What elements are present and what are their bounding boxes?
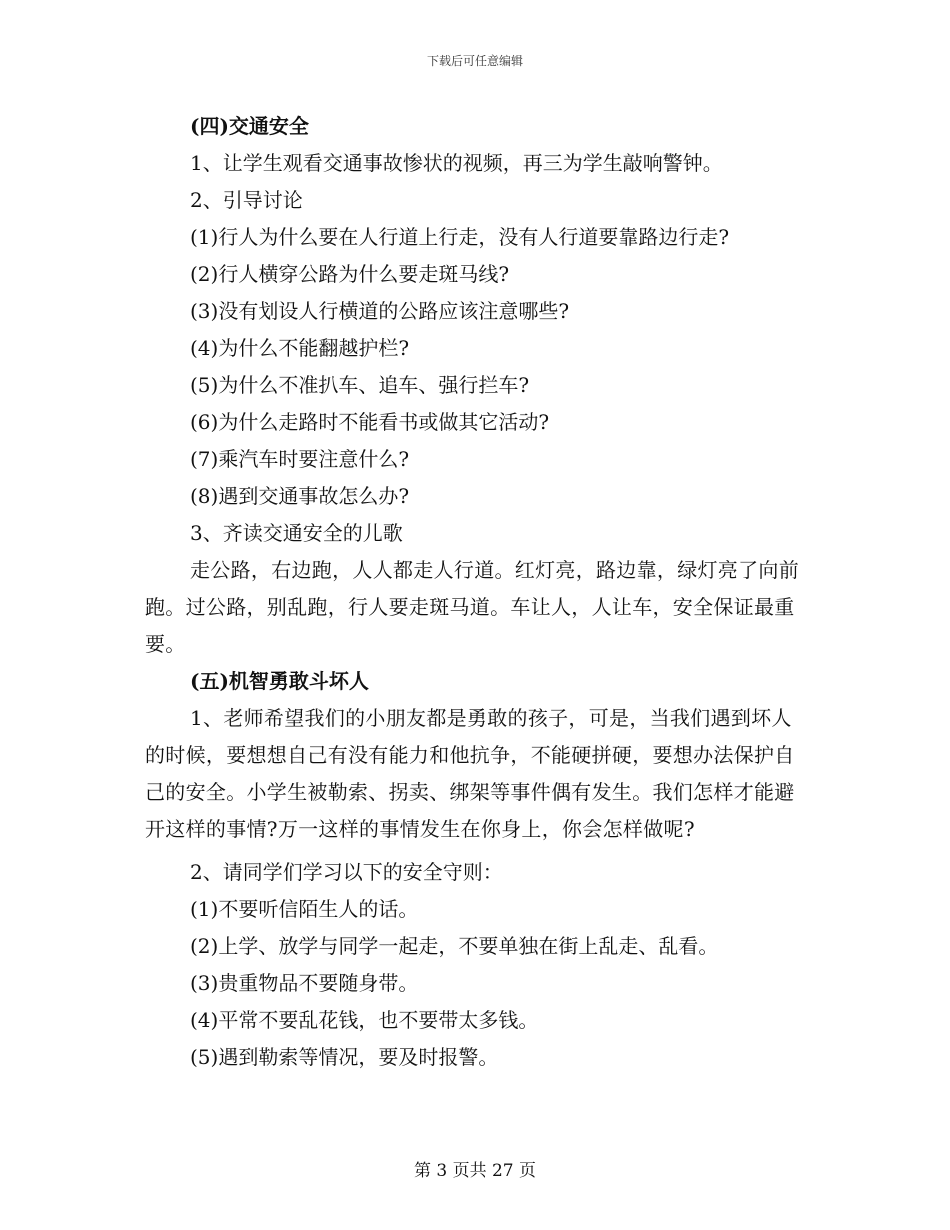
section-heading-traffic-safety: (四)交通安全 — [190, 114, 309, 138]
list-item: (2)行人横穿公路为什么要走斑马线? — [190, 262, 510, 286]
paragraph: 2、请同学们学习以下的安全守则： — [190, 860, 503, 884]
page-number: 第 3 页共 27 页 — [413, 1161, 537, 1181]
document-body — [145, 108, 810, 1076]
list-item: (4)平常不要乱花钱，也不要带太多钱。 — [190, 1008, 539, 1032]
list-item: (1)不要听信陌生人的话。 — [190, 897, 419, 921]
list-item: (3)贵重物品不要随身带。 — [190, 971, 419, 995]
page-header: 下载后可任意编辑 — [426, 54, 523, 68]
list-item: (3)没有划设人行横道的公路应该注意哪些? — [190, 299, 570, 323]
song-paragraph: 走公路，右边跑，人人都走人行道。红灯亮，路边靠，绿灯亮了向前跑。过公路，别乱跑，行人要走斑马道。车让人，人让车，安全保证最重要。 — [145, 558, 799, 656]
list-item: (5)遇到勒索等情况，要及时报警。 — [190, 1045, 499, 1069]
list-item: (2)上学、放学与同学一起走，不要单独在街上乱走、乱看。 — [190, 934, 719, 958]
paragraph: 3、齐读交通安全的儿歌 — [190, 521, 403, 545]
list-item: (4)为什么不能翻越护栏? — [190, 336, 410, 360]
list-item: (7)乘汽车时要注意什么? — [190, 447, 410, 471]
list-item: (8)遇到交通事故怎么办? — [190, 484, 410, 508]
paragraph: 1、老师希望我们的小朋友都是勇敢的孩子，可是，当我们遇到坏人的时候，要想想自己有没有能力和他抗争，不能硬拼硬，要想办法保护自己的安全。小学生被勒索、拐卖、绑架等事件偶有发生。我们怎样才能避开这样的事情?万一这样的事情发生在你身上，你会怎样做呢? — [145, 706, 795, 841]
paragraph: 2、引导讨论 — [190, 188, 303, 212]
section-heading-fight-bad-people: (五)机智勇敢斗坏人 — [190, 669, 369, 693]
list-item: (1)行人为什么要在人行道上行走，没有人行道要靠路边行走? — [190, 225, 730, 249]
paragraph: 1、让学生观看交通事故惨状的视频，再三为学生敲响警钟。 — [190, 151, 723, 175]
list-item: (5)为什么不准扒车、追车、强行拦车? — [190, 373, 530, 397]
list-item: (6)为什么走路时不能看书或做其它活动? — [190, 410, 550, 434]
